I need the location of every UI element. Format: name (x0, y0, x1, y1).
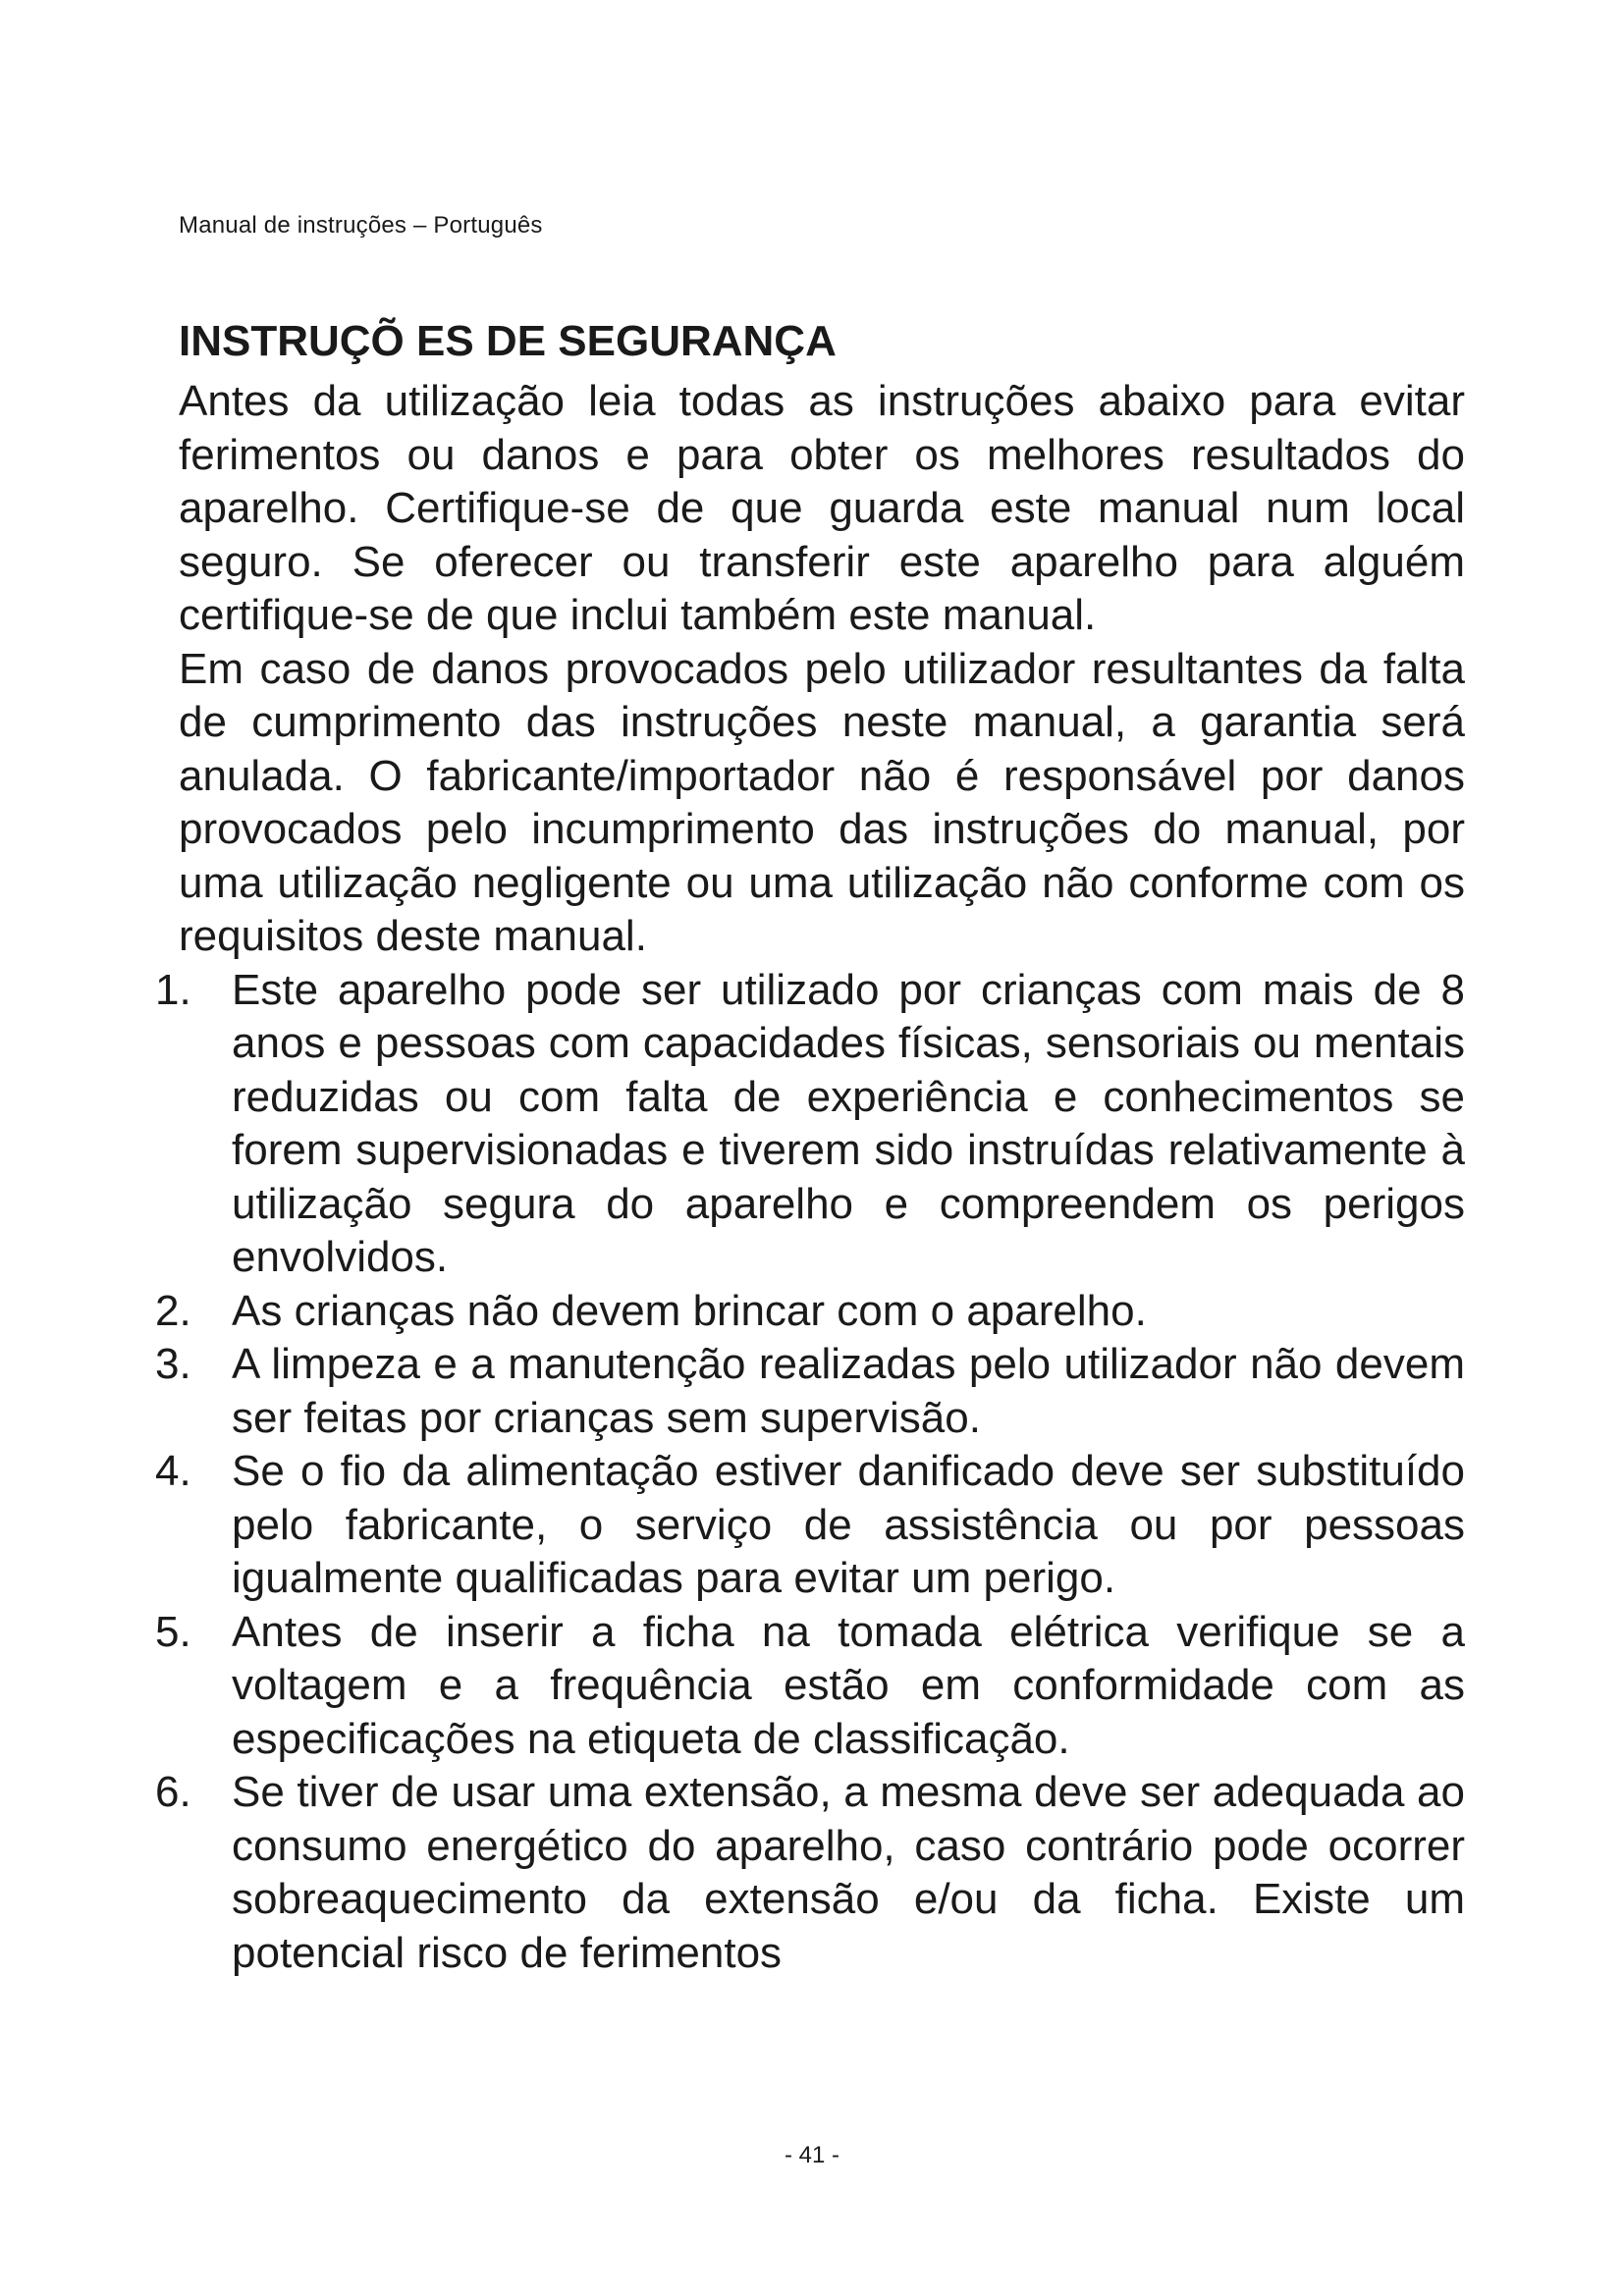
list-item-number: 4. (155, 1447, 191, 1495)
main-content (155, 314, 1465, 1980)
list-item-text: A limpeza e a manutenção realizadas pelo utilizador não devem ser feitas por crianças sem supervisão. (232, 1340, 1465, 1442)
list-item-text: Este aparelho pode ser utilizado por crianças com mais de 8 anos e pessoas com capacidades físicas, sensoriais ou mentais reduzidas ou com falta de experiência e conhecimentos se forem supervisionadas e tiverem sido instruídas relativamente à utilização segura do aparelho e compreendem os perigos envolvidos. (232, 965, 1465, 1281)
safety-instructions-list (155, 964, 1465, 1981)
list-item (155, 1606, 1465, 1767)
list-item (155, 1285, 1465, 1339)
list-item-number: 6. (155, 1768, 191, 1816)
list-item (155, 1766, 1465, 1980)
list-item-text: Antes de inserir a ficha na tomada elétrica verifique se a voltagem e a frequência estão em conformidade com as especificações na etiqueta de classificação. (232, 1607, 1465, 1763)
running-header: Manual de instruções – Português (179, 212, 543, 239)
list-item-number: 2. (155, 1286, 191, 1335)
warranty-paragraph: Em caso de danos provocados pelo utilizador resultantes da falta de cumprimento das instruções neste manual, a garantia será anulada. O fabricante/importador não é responsável por danos provocados pelo incumprimento das instruções do manual, por uma utilização negligente ou uma utilização não conforme com os requisitos deste manual. (179, 644, 1465, 960)
list-item-number: 5. (155, 1607, 191, 1656)
list-item (155, 964, 1465, 1285)
page-number: - 41 - (784, 2142, 839, 2168)
list-item-text: Se tiver de usar uma extensão, a mesma deve ser adequada ao consumo energético do aparelho, caso contrário pode ocorrer sobreaquecimento da extensão e/ou da ficha. Existe um potencial risco de ferimentos (232, 1768, 1465, 1977)
section-title: INSTRUÇÕ ES DE SEGURANÇA (179, 317, 837, 365)
list-item-text: Se o fio da alimentação estiver danificado deve ser substituído pelo fabricante, o serviço de assistência ou por pessoas igualmente qualificadas para evitar um perigo. (232, 1447, 1465, 1602)
list-item (155, 1445, 1465, 1606)
intro-paragraph: Antes da utilização leia todas as instruções abaixo para evitar ferimentos ou danos e para obter os melhores resultados do aparelho. Certifique-se de que guarda este manual num local seguro. Se oferecer ou transferir este aparelho para alguém certifique-se de que inclui também este manual. (179, 377, 1465, 639)
list-item-number: 3. (155, 1340, 191, 1388)
list-item (155, 1338, 1465, 1445)
list-item-number: 1. (155, 965, 191, 1014)
list-item-text: As crianças não devem brincar com o aparelho. (232, 1286, 1147, 1335)
